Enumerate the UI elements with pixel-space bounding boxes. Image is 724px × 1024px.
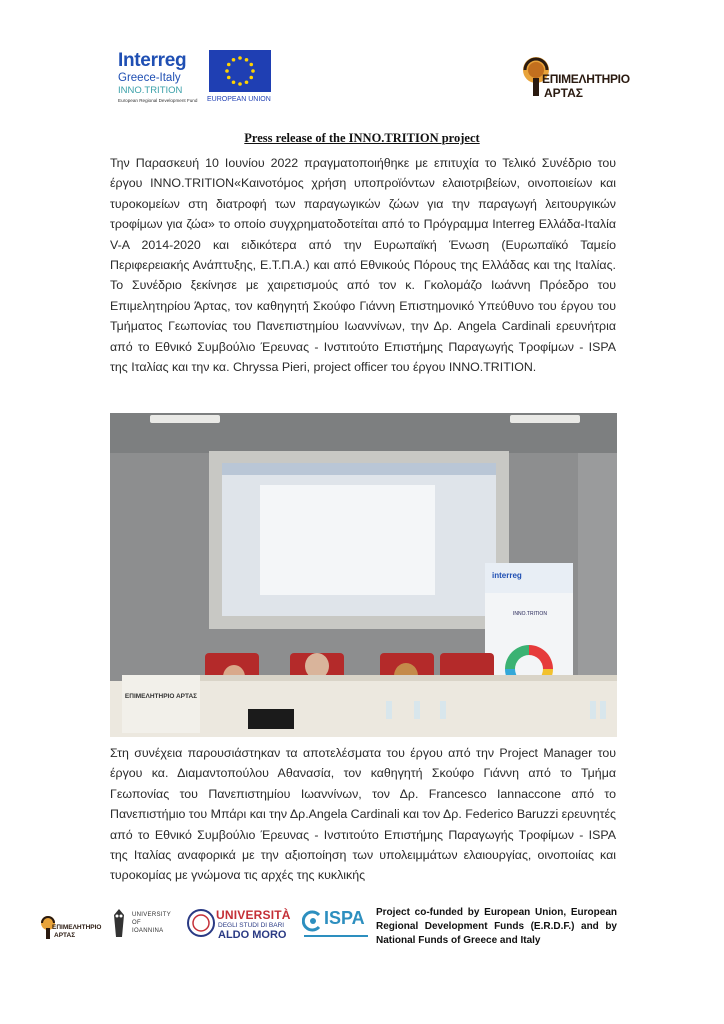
slide-toolbar: [222, 463, 496, 475]
university-bari-logo: [186, 908, 290, 948]
eu-star-icon: [227, 76, 231, 80]
interreg-programme: Greece-Italy: [118, 72, 181, 84]
ceiling-light: [150, 415, 220, 423]
name-sign-text: ΕΠΙΜΕΛΗΤΗΡΙΟ ΑΡΤΑΣ: [124, 693, 198, 700]
water-bottle: [440, 701, 446, 719]
eu-label: EUROPEAN UNION: [207, 96, 271, 103]
bari-line3: ALDO MORO: [218, 929, 287, 941]
interreg-fund: European Regional Development Fund: [118, 98, 198, 103]
laptop: [248, 709, 294, 729]
intro-paragraph: Την Παρασκευή 10 Ιουνίου 2022 πραγματοποιήθηκε με επιτυχία το Τελικό Συνέδριο του έργου INNO.TRITION«Καινοτόμος χρήση υποπροϊόντων ελαιοτριβείων, οινοποιείων και τυροκομείων στη διατροφή των παραγωγικών ζώων για την παραγωγή λειτουργικών τροφίμων για ζώα» το οποίο συγχρηματοδοτείται από το Πρόγραμμα Interreg Ελλάδα-Ιταλία V-A 2014-2020 και ειδικότερα από την Ευρωπαϊκή Ένωση (Ευρωπαϊκό Ταμείο Περιφερειακής Ανάπτυξης, Ε.Τ.Π.Α.) και από Εθνικούς Πόρους της Ελλάδας και της Ιταλίας. Το Συνέδριο ξεκίνησε με χαιρετισμούς από τον κ. Γκολομάζο Ιωάννη Πρόεδρο του Επιμελητηρίου Άρτας, τον καθηγητή Σκούφο Γιάννη Επιστημονικό Υπεύθυνο του έργου του Τμήματος Γεωπονίας του Πανεπιστημίου Ιωαννίνων, την Δρ. Angela Cardinali ερευνήτρια από το Εθνικό Συμβούλιο Έρευνας - Ινστιτούτο Επιστήμης Παραγωγής Τροφίμων - ISPA της Ιταλίας και την κα. Chryssa Pieri, project officer του έργου INNO.TRITION.: [110, 156, 616, 375]
university-ioannina-logo: [110, 905, 170, 951]
eu-star-icon: [227, 63, 231, 67]
eu-flag-icon: [209, 50, 271, 92]
banner-title: INNO.TRITION: [513, 611, 547, 617]
water-bottle: [600, 701, 606, 719]
eu-star-icon: [245, 58, 249, 62]
ispa-mark-icon: [302, 910, 324, 932]
footer-chamber-logo: [40, 912, 102, 944]
eu-star-icon: [251, 69, 255, 73]
eu-star-icon: [232, 80, 236, 84]
footer-chamber-line1: ΕΠΙΜΕΛΗΤΗΡΙΟ: [52, 924, 102, 931]
ispa-underline: [304, 935, 368, 937]
chamber-name-line2: ΑΡΤΑΣ: [544, 86, 583, 100]
eu-star-icon: [249, 63, 253, 67]
bari-line1: UNIVERSITÀ: [216, 908, 291, 922]
eu-star-icon: [238, 56, 242, 60]
footer-chamber-line2: ΑΡΤΑΣ: [54, 932, 76, 939]
photo-wall: [578, 453, 617, 683]
eu-star-icon: [249, 76, 253, 80]
chamber-logo: [522, 50, 630, 102]
university-ioannina-name: UNIVERSITY OF IOANNINA: [132, 912, 171, 934]
projected-slide: [260, 485, 435, 595]
water-bottle: [590, 701, 596, 719]
interreg-project: INNO.TRITION: [118, 85, 183, 96]
ispa-name: ISPA: [324, 908, 365, 928]
eu-star-icon: [232, 58, 236, 62]
results-paragraph: Στη συνέχεια παρουσιάστηκαν τα αποτελέσματα του έργου από την Project Manager του έργου κα. Διαμαντοπούλου Αθανασία, τον καθηγητή Σκούφο Γιάννη από το Τμήμα Γεωπονίας του Πανεπιστημίου Ιωαννίνων, τον Δρ. Francesco Iannaccone από το Πανεπιστήμιο του Μπάρι και την Δρ.Angela Cardinali και τον Δρ. Federico Baruzzi ερευνητές από το Εθνικό Συμβούλιο Έρευνας - Ινστιτούτο Επιστήμης Παραγωγής Τροφίμων - ISPA της Ιταλίας αναφορικά με την αξιοποίηση των υπολειμμάτων ελαιουργίας, οινοποιίας και τυροκομίας με γνώμονα τις αρχές της κυκλικής: [110, 746, 616, 883]
water-bottle: [414, 701, 420, 719]
eu-star-icon: [245, 80, 249, 84]
funding-statement: Project co-funded by European Union, European Regional Development Funds (E.R.D.F.) and by National Funds of Greece and Italy: [376, 907, 617, 946]
chamber-name-line1: ΕΠΙΜΕΛΗΤΗΡΙΟ: [542, 72, 630, 86]
ispa-logo: [302, 908, 370, 938]
ceiling-light: [510, 415, 580, 423]
conference-photo: [110, 413, 617, 737]
water-bottle: [386, 701, 392, 719]
bari-line2: DEGLI STUDI DI BARI: [218, 922, 285, 929]
owl-emblem-icon: [110, 907, 128, 943]
page-title: Press release of the INNO.TRITION project: [244, 131, 480, 145]
bari-seal-icon: [186, 908, 216, 938]
banner-brand: interreg: [492, 571, 522, 580]
eu-star-icon: [225, 69, 229, 73]
name-sign: [122, 675, 200, 733]
interreg-brand: Interreg: [118, 50, 187, 71]
eu-star-icon: [238, 82, 242, 86]
